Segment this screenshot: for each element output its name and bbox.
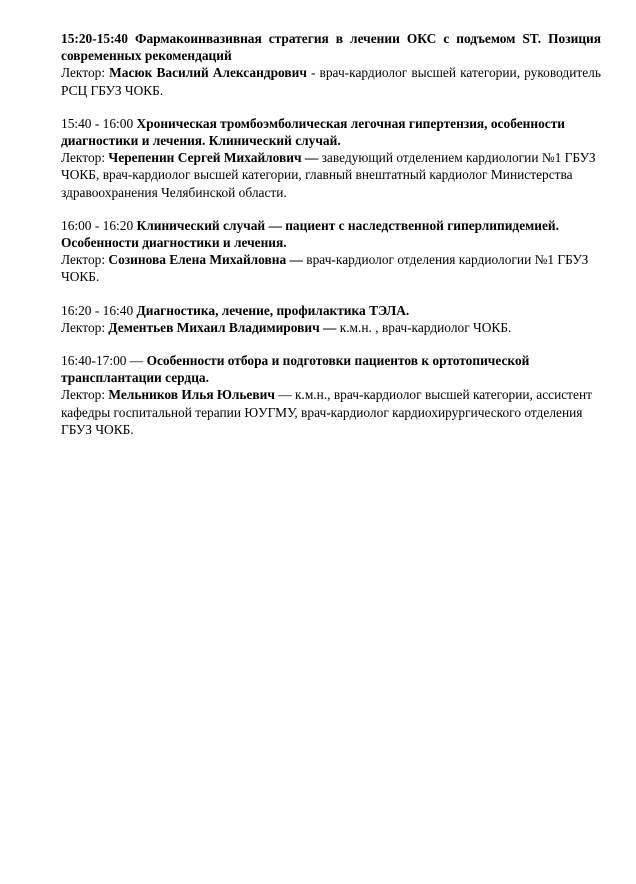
lecturer-name: Созинова Елена Михайловна —	[108, 252, 303, 268]
entry-heading	[61, 30, 601, 64]
entry-time: 15:20-15:40	[61, 31, 128, 46]
lecturer-info: заведующий отделением кардиологии №1 ГБУЗ ЧОКБ, врач-кардиолог высшей категории, главный внештатный кардиолог Министерства здравоохранения Челябинской области.	[61, 150, 596, 200]
program-entry-4	[61, 302, 601, 336]
entry-heading	[61, 115, 601, 149]
entry-time: 15:40 - 16:00	[61, 115, 134, 131]
lecturer-info: — к.м.н., врач-кардиолог высшей категории, ассистент кафедры госпитальной терапии ЮУГМУ, врач-кардиолог кардиохирургического отделения ГБУЗ ЧОКБ.	[61, 387, 592, 437]
entry-heading	[61, 302, 601, 319]
lecturer-label: Лектор:	[61, 387, 106, 403]
lecturer-label: Лектор:	[61, 252, 106, 268]
entry-lecturer	[61, 251, 601, 285]
entry-title: Особенности отбора и подготовки пациентов к ортотопической трансплантации сердца.	[61, 353, 530, 386]
entry-time: 16:40-17:00 —	[61, 353, 144, 369]
lecturer-label: Лектор:	[61, 65, 106, 81]
lecturer-name: Масюк Василий Александрович	[109, 65, 307, 81]
entry-lecturer	[61, 64, 601, 98]
lecturer-label: Лектор:	[61, 150, 106, 166]
entry-title: Диагностика, лечение, профилактика ТЭЛА.	[136, 302, 410, 318]
program-entry-5	[61, 352, 601, 438]
entry-time: 16:20 - 16:40	[61, 302, 134, 318]
entry-heading	[61, 217, 601, 251]
lecturer-name: Дементьев Михаил Владимирович —	[108, 319, 337, 335]
entry-lecturer	[61, 319, 601, 336]
entry-title: Хроническая тромбоэмболическая легочная гипертензия, особенности диагностики и лечения. Клинический случай.	[61, 115, 566, 149]
entry-title: Клинический случай — пациент с наследственной гиперлипидемией. Особенности диагностики и лечения.	[61, 217, 559, 251]
entry-heading	[61, 352, 601, 386]
program-entry-2	[61, 115, 601, 201]
entry-lecturer	[61, 149, 601, 201]
lecturer-info: - врач-кардиолог высшей категории, руководитель РСЦ ГБУЗ ЧОКБ.	[61, 65, 601, 98]
lecturer-label: Лектор:	[61, 319, 106, 335]
lecturer-info: врач-кардиолог отделения кардиологии №1 ГБУЗ ЧОКБ.	[61, 252, 589, 285]
program-entry-1	[61, 30, 601, 99]
entry-lecturer	[61, 386, 601, 438]
entry-time: 16:00 - 16:20	[61, 217, 134, 233]
lecturer-name: Мельников Илья Юльевич	[108, 387, 275, 403]
lecturer-name: Черепенин Сергей Михайлович —	[108, 150, 319, 166]
lecturer-info: к.м.н. , врач-кардиолог ЧОКБ.	[336, 319, 512, 335]
program-entry-3	[61, 217, 601, 286]
program-document	[61, 30, 601, 454]
entry-title: Фармакоинвазивная стратегия в лечении ОКС с подъемом ST. Позиция современных рекомендаций	[61, 31, 601, 64]
